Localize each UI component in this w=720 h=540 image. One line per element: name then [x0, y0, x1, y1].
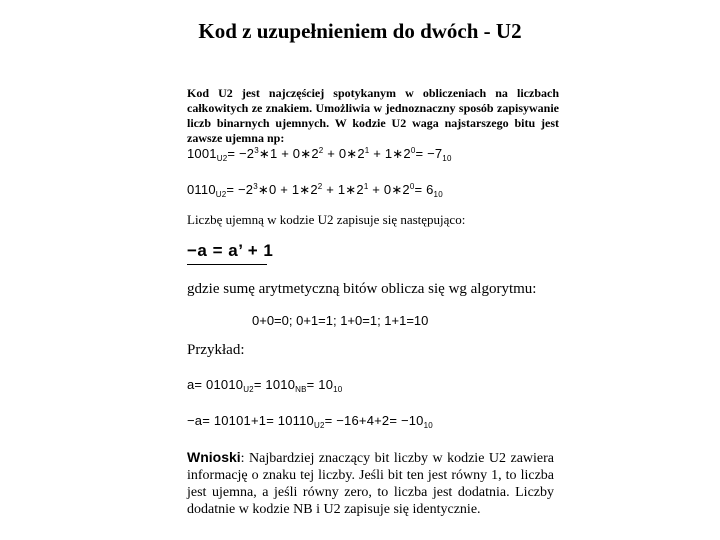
formula-exponent: 3 [253, 182, 258, 191]
formula-example-2 [187, 182, 443, 199]
formula-number: 0110 [187, 182, 216, 197]
formula-text: = −2 [227, 146, 255, 161]
example-text: a= 01010 [187, 377, 244, 392]
formula-result: = 6 [414, 182, 434, 197]
example-text: = 1010 [253, 377, 296, 392]
example-text: = 10 [306, 377, 334, 392]
conclusions-paragraph [187, 449, 554, 518]
formula-subscript: 10 [433, 190, 443, 199]
conclusions-text: : Najbardziej znaczący bit liczby w kodzie U2 zawiera informację o znaku tej liczby. Jeśli bit ten jest równy 1, to liczba jest ujemna, a jeśli równy zero, to liczba jest dodatnia. Liczby dodatnie w kodzie NB i U2 zapisuje się identycznie. [187, 451, 554, 517]
example-subscript: U2 [243, 385, 254, 394]
formula-text: + 1∗2 [369, 146, 411, 161]
formula-text: = −2 [226, 182, 254, 197]
formula-example-1 [187, 146, 452, 163]
example-line-1 [187, 377, 342, 394]
formula-result: = −7 [415, 146, 443, 161]
main-formula: −a = a’ + 1 [187, 241, 274, 260]
example-subscript: NB [295, 385, 307, 394]
formula-exponent: 0 [409, 182, 415, 191]
example-text: −a= 10101+1= 10110 [187, 413, 314, 428]
representation-text: Liczbę ujemną w kodzie U2 zapisuje się następująco: [187, 212, 466, 227]
formula-underline [187, 264, 267, 265]
formula-subscript: 10 [442, 154, 452, 163]
formula-subscript: U2 [216, 154, 228, 163]
formula-exponent: 2 [318, 146, 324, 155]
example-label: Przykład: [187, 342, 245, 358]
formula-text: + 1∗2 [322, 182, 364, 197]
formula-number: 1001 [187, 146, 217, 161]
formula-exponent: 3 [254, 146, 259, 155]
intro-paragraph: Kod U2 jest najczęściej spotykanym w obliczeniach na liczbach całkowitych ze znakiem. Umożliwia w jednoznaczny sposób zapisywanie liczb binarnych ujemnych. W kodzie U2 waga najstarszego bitu jest zawsze ujemna np: [187, 86, 559, 145]
formula-exponent: 1 [363, 182, 369, 191]
example-line-2 [187, 413, 433, 430]
formula-subscript: U2 [215, 190, 227, 199]
example-text: = −16+4+2= −10 [324, 413, 424, 428]
example-subscript: 10 [423, 421, 433, 430]
conclusions-label: Wnioski [187, 449, 241, 465]
formula-exponent: 2 [317, 182, 323, 191]
example-subscript: 10 [333, 385, 343, 394]
bit-addition-rules: 0+0=0; 0+1=1; 1+0=1; 1+1=10 [252, 313, 429, 328]
formula-text: ∗0 + 1∗2 [257, 182, 318, 197]
page-title: Kod z uzupełnieniem do dwóch - U2 [198, 19, 522, 43]
formula-exponent: 0 [410, 146, 416, 155]
formula-text: + 0∗2 [368, 182, 410, 197]
formula-text: ∗1 + 0∗2 [258, 146, 319, 161]
formula-text: + 0∗2 [323, 146, 365, 161]
formula-exponent: 1 [364, 146, 370, 155]
sum-rule-text: gdzie sumę arytmetyczną bitów oblicza się wg algorytmu: [187, 281, 537, 297]
example-subscript: U2 [314, 421, 325, 430]
